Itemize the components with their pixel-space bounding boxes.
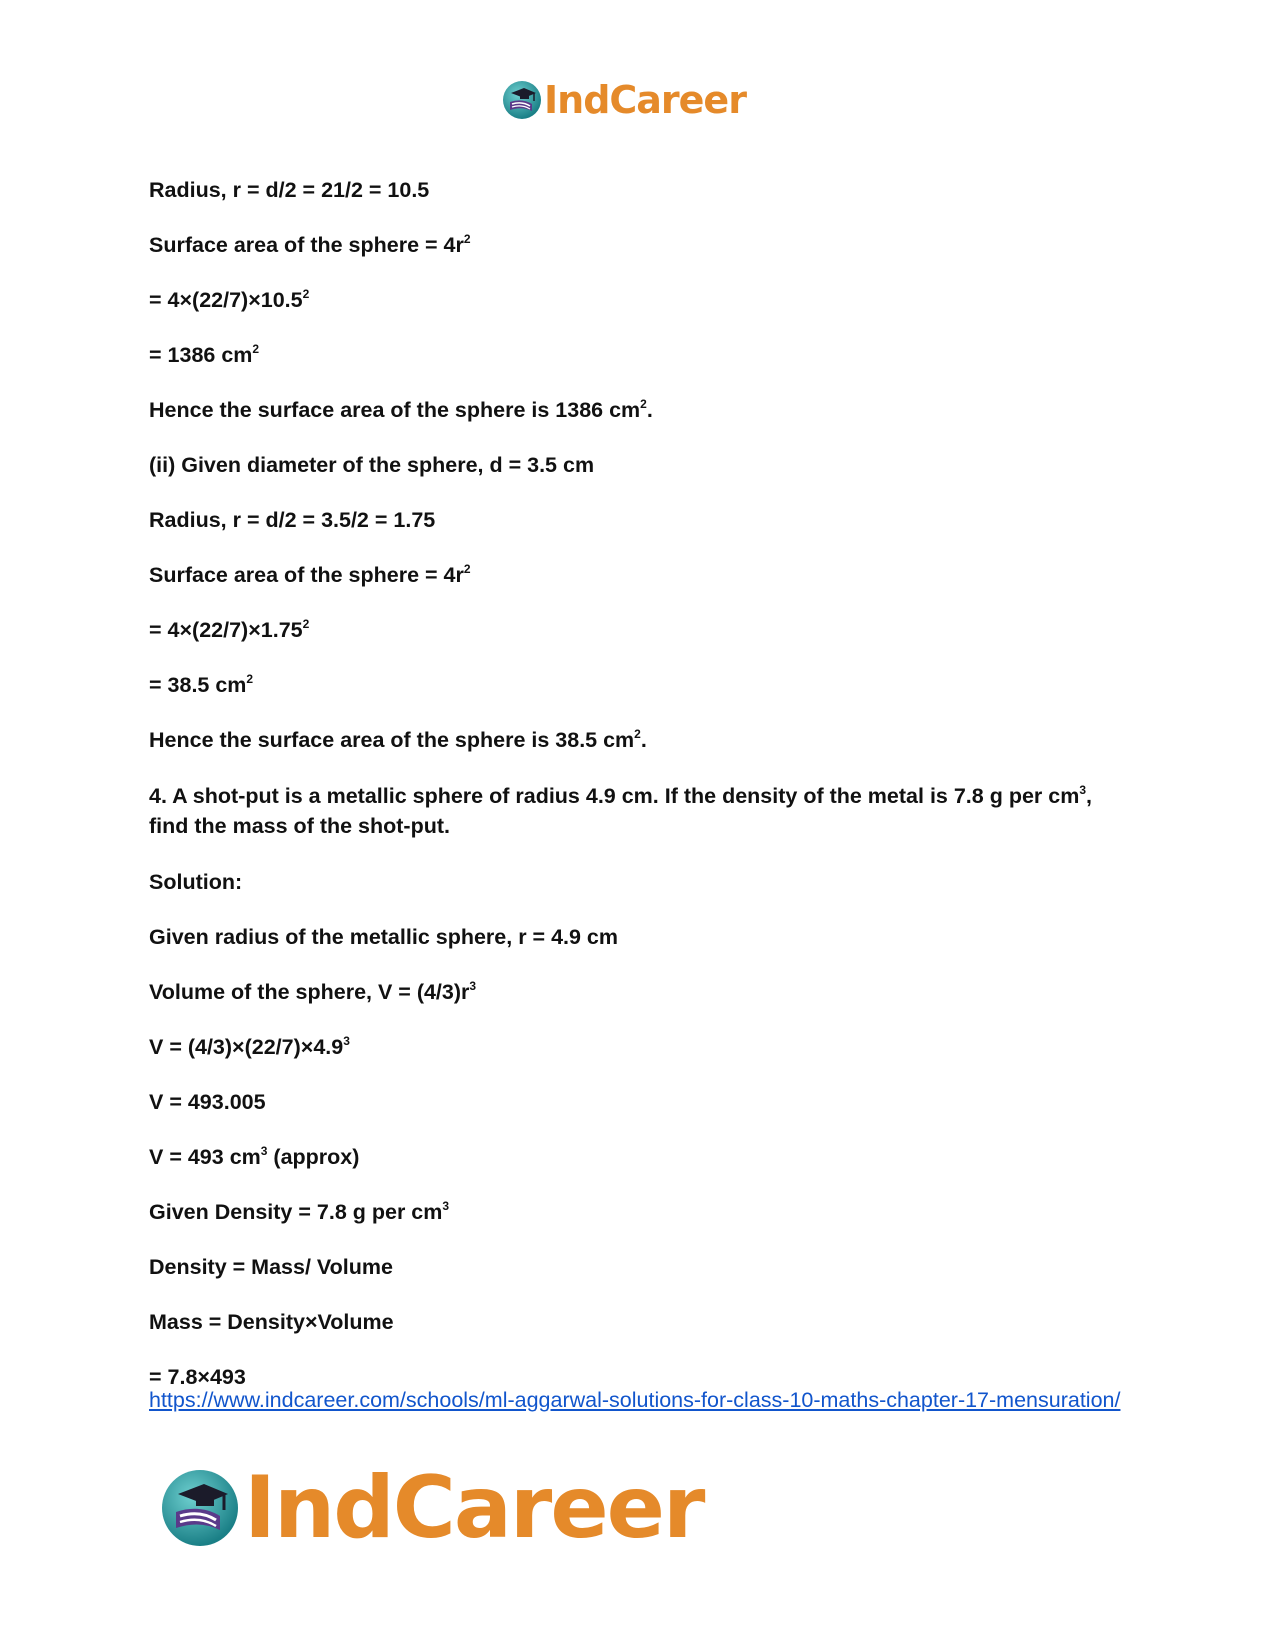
line-text: Given Density = 7.8 g per cm [149,1200,443,1224]
line-text: (ii) Given diameter of the sphere, d = 3.5 cm [149,453,595,477]
line-text-suffix: . [640,728,647,752]
text-line [149,978,1129,1006]
superscript: 3 [260,1144,268,1158]
superscript: 2 [252,342,260,356]
text-line [149,868,1129,896]
line-text: Radius, r = d/2 = 3.5/2 = 1.75 [149,508,436,532]
graduation-cap-book-icon [160,1468,240,1548]
document-body [149,176,1129,1391]
line-text-suffix: (approx) [267,1145,360,1169]
text-line [149,923,1129,951]
header-logo [502,80,746,120]
superscript: 2 [463,562,471,576]
line-text: V = 493 cm [149,1145,261,1169]
line-text: V = (4/3)×(22/7)×4.9 [149,1035,344,1059]
line-text: Density = Mass/ Volume [149,1255,393,1279]
text-line [149,1088,1129,1116]
text-line [149,451,1129,479]
brand-wordmark: IndCareer [244,1458,704,1558]
superscript: 2 [246,672,254,686]
line-text: = 7.8×493 [149,1365,246,1389]
text-line [149,176,1129,204]
graduation-cap-book-icon [502,80,542,120]
line-text: = 1386 cm [149,343,253,367]
brand-wordmark: IndCareer [544,78,746,122]
line-text: V = 493.005 [149,1090,266,1114]
line-text: 4. A shot-put is a metallic sphere of radius 4.9 cm. If the density of the metal is 7.8 g per cm [149,784,1080,808]
superscript: 3 [469,979,477,993]
line-text: Surface area of the sphere = 4r [149,233,464,257]
superscript: 2 [463,232,471,246]
text-line [149,671,1129,699]
footer-logo [160,1458,704,1558]
superscript: 2 [302,287,310,301]
text-line [149,231,1129,259]
text-line [149,396,1129,424]
text-line [149,616,1129,644]
line-text: Hence the surface area of the sphere is 38.5 cm [149,728,635,752]
text-line [149,506,1129,534]
text-line [149,1198,1129,1226]
line-text-suffix: . [646,398,653,422]
text-line [149,561,1129,589]
line-text-suffix: , find the mass of the shot-put. [149,784,1092,838]
line-text: Surface area of the sphere = 4r [149,563,464,587]
source-link[interactable]: https://www.indcareer.com/schools/ml-aggarwal-solutions-for-class-10-maths-chapter-17-mensuration/ [149,1388,1121,1412]
text-line [149,1143,1129,1171]
line-text: Mass = Density×Volume [149,1310,394,1334]
superscript: 2 [634,727,641,741]
superscript: 3 [442,1199,450,1213]
text-line [149,286,1129,314]
line-text: Volume of the sphere, V = (4/3)r [149,980,470,1004]
superscript: 2 [302,617,310,631]
line-text: Solution: [149,870,243,894]
superscript: 3 [1079,783,1087,797]
line-text: Given radius of the metallic sphere, r = 4.9 cm [149,925,619,949]
text-line [149,726,1129,754]
text-line [149,1033,1129,1061]
superscript: 2 [640,397,647,411]
text-line [149,781,1129,841]
line-text: Radius, r = d/2 = 21/2 = 10.5 [149,178,430,202]
text-line [149,1308,1129,1336]
superscript: 3 [343,1034,350,1048]
line-text: = 4×(22/7)×10.5 [149,288,303,312]
text-line [149,1253,1129,1281]
line-text: Hence the surface area of the sphere is 1386 cm [149,398,641,422]
line-text: = 38.5 cm [149,673,247,697]
line-text: = 4×(22/7)×1.75 [149,618,303,642]
text-line [149,341,1129,369]
